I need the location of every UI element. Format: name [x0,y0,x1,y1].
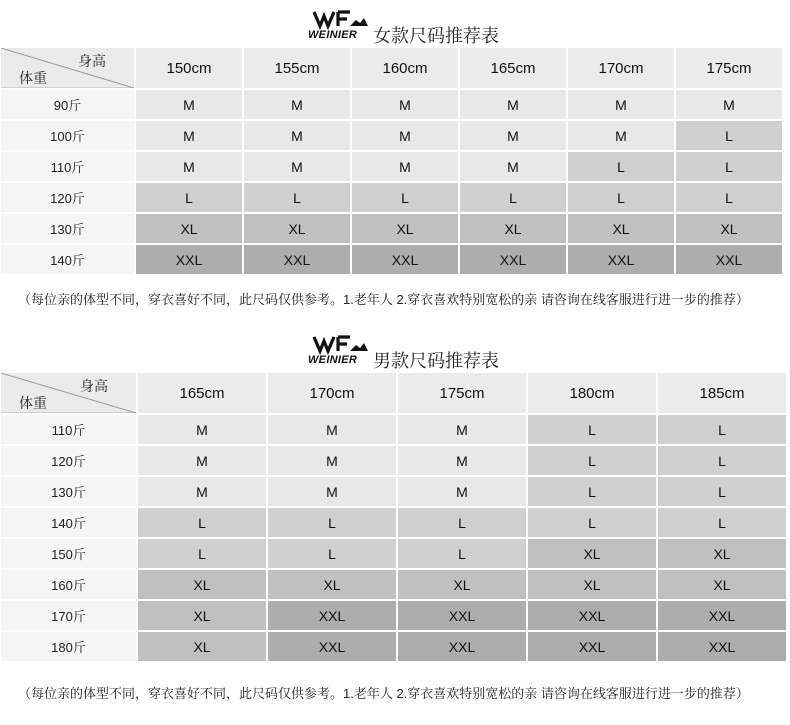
size-cell: XXL [396,599,526,630]
men-title-row [0,333,790,373]
size-cell: L [350,181,458,212]
row-header: 110斤 [1,150,134,181]
women-size-table [1,48,782,274]
size-cell: XXL [526,599,656,630]
size-cell: M [396,475,526,506]
size-cell: M [266,413,396,444]
column-header: 155cm [242,48,350,88]
brand-name: WEINIER [308,29,358,41]
size-cell: L [526,506,656,537]
size-cell: M [396,444,526,475]
size-cell: M [242,119,350,150]
size-cell: XL [458,212,566,243]
size-cell: M [134,150,242,181]
brand-mark-icon [310,10,370,30]
size-cell: M [242,150,350,181]
brand-name: WEINIER [308,354,358,366]
size-cell: XL [134,212,242,243]
size-cell: L [656,475,786,506]
size-cell: L [656,413,786,444]
size-cell: M [458,150,566,181]
size-cell: L [656,444,786,475]
row-header: 120斤 [1,181,134,212]
size-cell: XL [526,537,656,568]
row-header: 140斤 [1,243,134,274]
size-cell: L [566,181,674,212]
women-table-title: 女款尺码推荐表 [373,26,499,46]
size-cell: M [566,88,674,119]
size-cell: XXL [396,630,526,661]
row-header: 130斤 [1,212,134,243]
column-header: 175cm [674,48,782,88]
size-cell: L [266,537,396,568]
column-header: 170cm [266,373,396,413]
size-cell: XL [350,212,458,243]
size-cell: M [458,119,566,150]
men-table-corner [1,373,136,413]
size-cell: M [350,150,458,181]
size-cell: L [136,537,266,568]
size-cell: XL [566,212,674,243]
size-cell: L [136,506,266,537]
corner-weight-label: 体重 [19,395,47,411]
column-header: 175cm [396,373,526,413]
row-header: 100斤 [1,119,134,150]
size-cell: XXL [242,243,350,274]
size-cell: M [136,413,266,444]
size-cell: L [266,506,396,537]
row-header: 140斤 [1,506,136,537]
size-cell: XL [656,568,786,599]
size-cell: M [566,119,674,150]
size-cell: M [242,88,350,119]
size-cell: M [674,88,782,119]
row-header: 160斤 [1,568,136,599]
column-header: 160cm [350,48,458,88]
corner-height-label: 身高 [78,53,106,69]
column-header: 165cm [458,48,566,88]
women-table-corner [1,48,134,88]
size-cell: M [350,119,458,150]
size-cell: M [134,119,242,150]
row-header: 180斤 [1,630,136,661]
size-cell: L [674,119,782,150]
corner-weight-label: 体重 [19,70,47,86]
size-cell: XXL [350,243,458,274]
size-cell: XL [526,568,656,599]
column-header: 165cm [136,373,266,413]
size-cell: L [396,506,526,537]
row-header: 110斤 [1,413,136,444]
size-cell: XXL [266,599,396,630]
size-cell: XL [656,537,786,568]
size-cell: XXL [566,243,674,274]
size-cell: L [674,150,782,181]
size-cell: XXL [656,630,786,661]
size-cell: XL [396,568,526,599]
size-cell: XXL [134,243,242,274]
size-cell: M [266,475,396,506]
column-header: 170cm [566,48,674,88]
size-cell: XL [674,212,782,243]
size-cell: L [242,181,350,212]
size-cell: XXL [266,630,396,661]
men-table-title: 男款尺码推荐表 [373,351,499,371]
size-cell: L [526,444,656,475]
size-cell: M [266,444,396,475]
size-cell: XXL [458,243,566,274]
row-header: 90斤 [1,88,134,119]
women-title-row [0,8,790,48]
size-cell: L [458,181,566,212]
size-cell: XL [136,568,266,599]
size-cell: L [674,181,782,212]
size-cell: M [136,444,266,475]
size-cell: XL [136,630,266,661]
brand-logo [308,335,370,369]
size-cell: XXL [656,599,786,630]
size-cell: M [458,88,566,119]
size-cell: M [136,475,266,506]
column-header: 185cm [656,373,786,413]
size-cell: XL [266,568,396,599]
brand-logo [308,10,370,44]
row-header: 170斤 [1,599,136,630]
women-size-note: （每位亲的体型不同，穿衣喜好不同，此尺码仅供参考。1.老年人 2.穿衣喜欢特别宽松的亲 请咨询在线客服进行进一步的推荐） [18,292,749,307]
size-cell: L [656,506,786,537]
size-cell: M [350,88,458,119]
column-header: 150cm [134,48,242,88]
men-size-table [1,373,786,661]
row-header: 120斤 [1,444,136,475]
men-size-note: （每位亲的体型不同，穿衣喜好不同，此尺码仅供参考。1.老年人 2.穿衣喜欢特别宽松的亲 请咨询在线客服进行进一步的推荐） [18,686,749,701]
size-cell: XXL [526,630,656,661]
size-cell: L [526,475,656,506]
size-cell: XL [242,212,350,243]
corner-height-label: 身高 [80,378,108,394]
row-header: 130斤 [1,475,136,506]
size-cell: M [134,88,242,119]
column-header: 180cm [526,373,656,413]
size-cell: L [134,181,242,212]
size-cell: L [396,537,526,568]
size-cell: XL [136,599,266,630]
size-cell: L [526,413,656,444]
size-cell: L [566,150,674,181]
size-cell: XXL [674,243,782,274]
brand-mark-icon [310,335,370,355]
size-cell: M [396,413,526,444]
row-header: 150斤 [1,537,136,568]
